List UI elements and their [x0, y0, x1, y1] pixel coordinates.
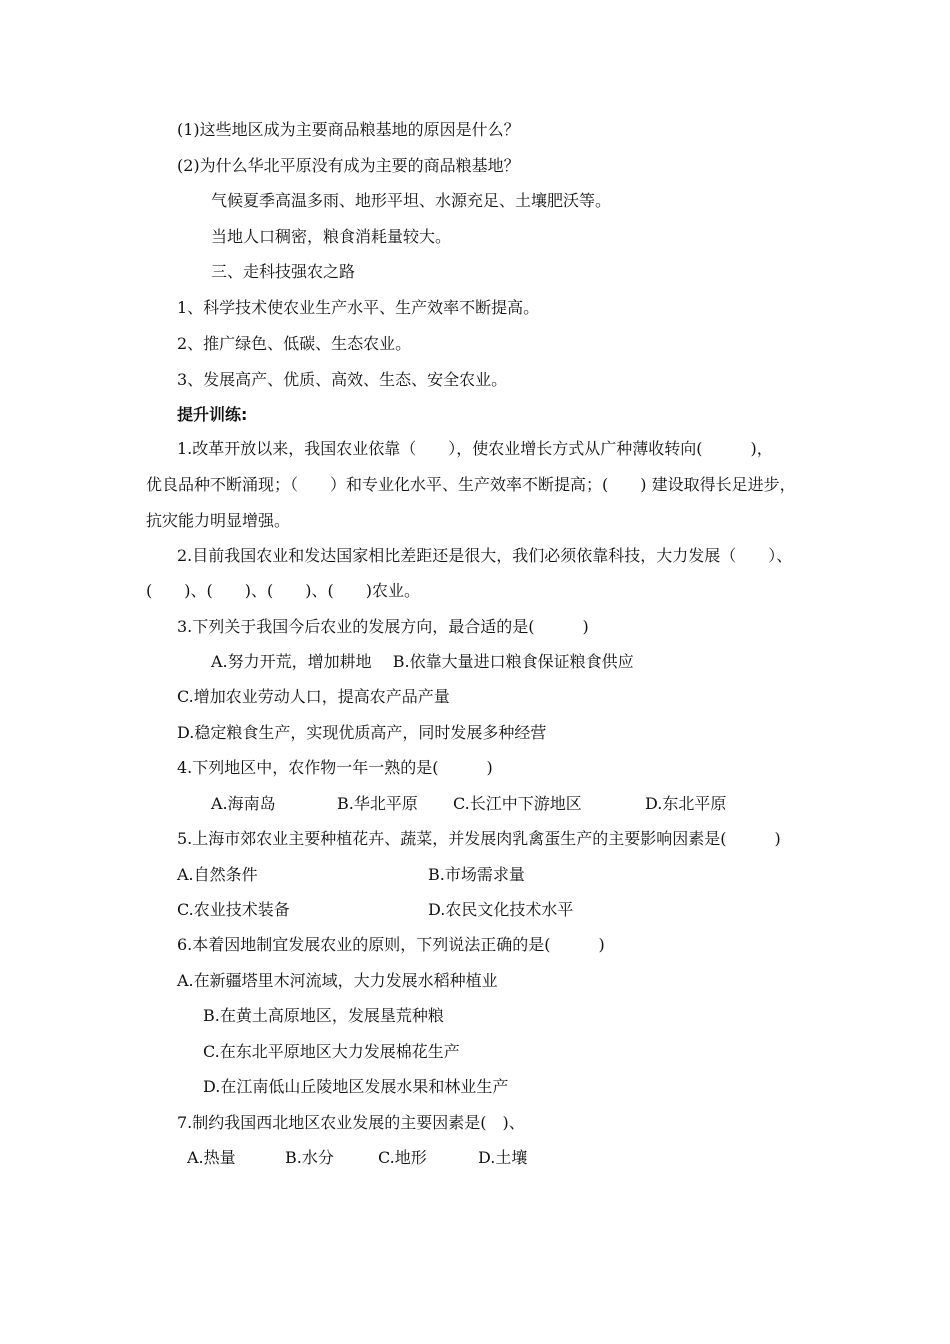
training-heading: 提升训练:	[177, 405, 248, 424]
exercise-7-option-c: C.地形	[378, 1148, 427, 1167]
exercise-2-line-2: ( )、( )、( )、( )农业。	[146, 581, 420, 600]
point-3: 3、发展高产、优质、高效、生态、安全农业。	[177, 370, 508, 389]
exercise-6-option-a: A.在新疆塔里木河流域，大力发展水稻种植业	[177, 971, 498, 990]
exercise-5: 5.上海市郊农业主要种植花卉、蔬菜，并发展肉乳禽蛋生产的主要影响因素是( )	[177, 829, 781, 848]
exercise-4: 4.下列地区中，农作物一年一熟的是( )	[177, 758, 493, 777]
exercise-7-option-d: D.土壤	[478, 1148, 528, 1167]
exercise-3: 3.下列关于我国今后农业的发展方向，最合适的是( )	[177, 617, 589, 636]
exercise-2-line-1: 2.目前我国农业和发达国家相比差距还是很大，我们必须依靠科技，大力发展（ ）、	[177, 546, 793, 565]
exercise-7-option-a: A.热量	[187, 1148, 236, 1167]
answer-2: 当地人口稠密，粮食消耗量较大。	[211, 227, 452, 246]
section-heading: 三、走科技强农之路	[211, 262, 356, 281]
exercise-5-option-c: C.农业技术装备	[177, 900, 290, 919]
exercise-5-option-a: A.自然条件	[177, 865, 258, 884]
exercise-3-option-c: C.增加农业劳动人口，提高农产品产量	[177, 687, 450, 706]
exercise-5-option-d: D.农民文化技术水平	[428, 900, 574, 919]
point-2: 2、推广绿色、低碳、生态农业。	[177, 334, 412, 353]
exercise-6-option-d: D.在江南低山丘陵地区发展水果和林业生产	[203, 1077, 509, 1096]
question-2: (2)为什么华北平原没有成为主要的商品粮基地？	[177, 156, 520, 175]
exercise-6: 6.本着因地制宜发展农业的原则，下列说法正确的是( )	[177, 935, 605, 954]
exercise-3-options-ab: A.努力开荒，增加耕地 B.依靠大量进口粮食保证粮食供应	[211, 652, 634, 671]
exercise-6-option-c: C.在东北平原地区大力发展棉花生产	[203, 1042, 460, 1061]
exercise-5-option-b: B.市场需求量	[428, 865, 525, 884]
exercise-1-line-3: 抗灾能力明显增强。	[146, 511, 291, 530]
exercise-1-line-2: 优良品种不断涌现；（ ）和专业化水平、生产效率不断提高；( ) 建设取得长足进步，	[146, 475, 796, 494]
exercise-3-option-d: D.稳定粮食生产，实现优质高产，同时发展多种经营	[177, 723, 547, 742]
exercise-4-option-c: C.长江中下游地区	[453, 794, 582, 813]
exercise-4-option-b: B.华北平原	[337, 794, 418, 813]
exercise-1-line-1: 1.改革开放以来，我国农业依靠（ ），使农业增长方式从广种薄收转向( )，	[177, 439, 773, 458]
exercise-4-option-d: D.东北平原	[645, 794, 727, 813]
exercise-7: 7.制约我国西北地区农业发展的主要因素是( )、	[177, 1113, 525, 1132]
question-1: (1)这些地区成为主要商品粮基地的原因是什么？	[177, 120, 520, 139]
point-1: 1、科学技术使农业生产水平、生产效率不断提高。	[177, 298, 540, 317]
exercise-4-option-a: A.海南岛	[211, 794, 276, 813]
exercise-6-option-b: B.在黄土高原地区，发展垦荒种粮	[203, 1006, 444, 1025]
exercise-7-option-b: B.水分	[285, 1148, 334, 1167]
answer-1: 气候夏季高温多雨、地形平坦、水源充足、土壤肥沃等。	[211, 191, 612, 210]
